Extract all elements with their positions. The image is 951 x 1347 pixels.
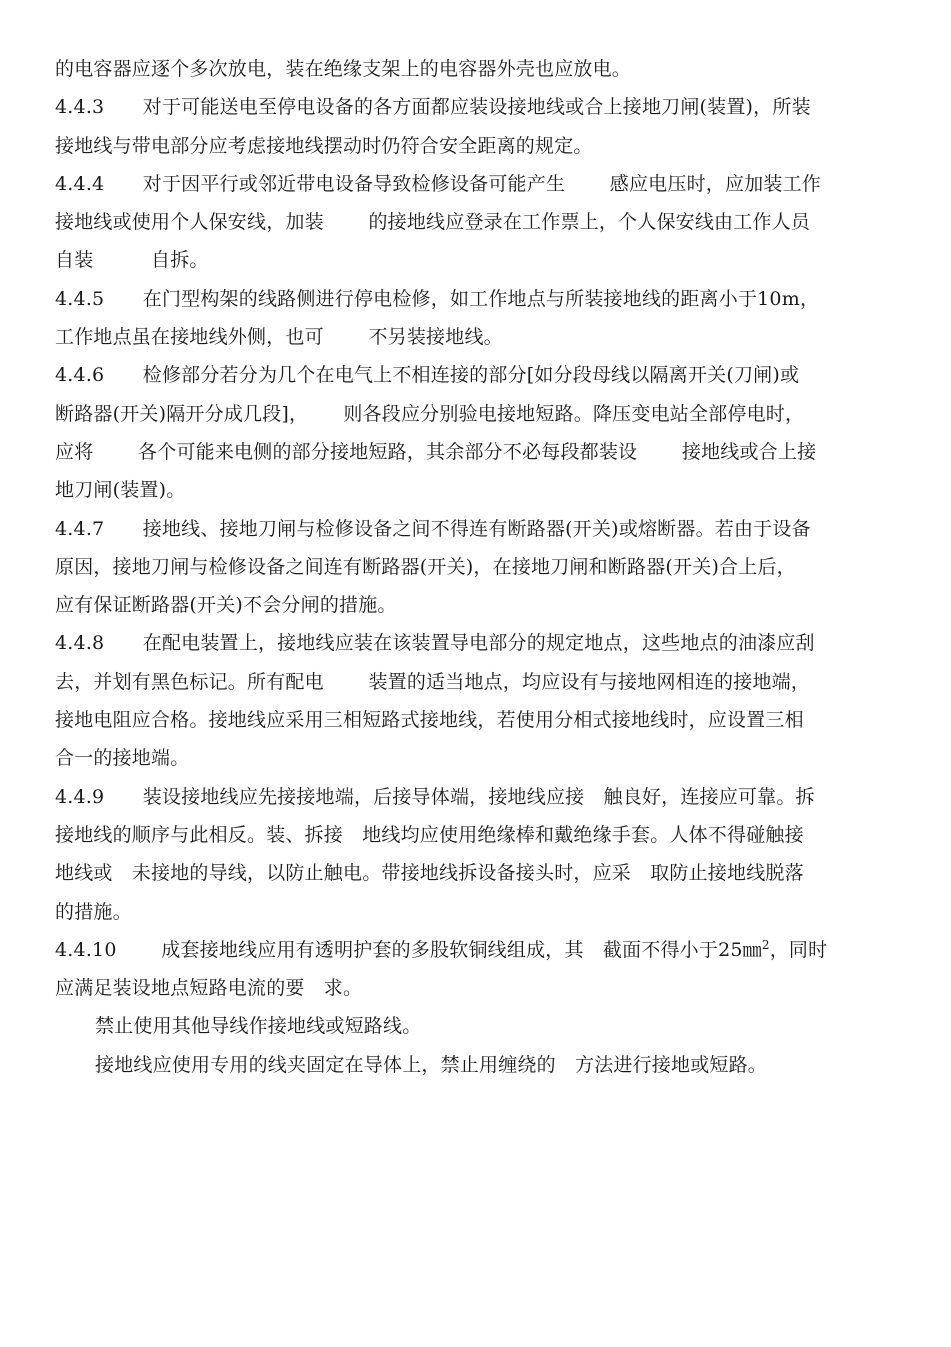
text-line: 4.4.4 对于因平行或邻近带电设备导致检修设备可能产生 感应电压时，应加装工作: [55, 172, 821, 195]
text-line: 地线或 未接地的导线，以防止触电。带接地线拆设备接头时，应采 取防止接地线脱落: [55, 862, 804, 885]
text-line: 去，并划有黑色标记。所有配电 装置的适当地点，均应设有与接地网相连的接地端，: [55, 670, 811, 693]
text-line: 4.4.6 检修部分若分为几个在电气上不相连接的部分[如分段母线以隔离开关(刀闸)或: [55, 364, 800, 387]
text-line: 工作地点虽在接地线外侧，也可 不另装接地线。: [55, 326, 503, 349]
text-line: 的电容器应逐个多次放电，装在绝缘支架上的电容器外壳也应放电。: [55, 58, 632, 80]
text-line: 应有保证断路器(开关)不会分闸的措施。: [55, 594, 397, 617]
paragraph-4-4-10-line-2: 应满足装设地点短路电流的要 求。: [55, 977, 363, 1000]
text-line: 4.4.8 在配电装置上，接地线应装在该装置导电部分的规定地点，这些地点的油漆应刮: [55, 632, 815, 655]
text-line: 接地线的顺序与此相反。装、拆接 地线均应使用绝缘棒和戴绝缘手套。人体不得碰触接: [55, 823, 804, 846]
text-line: 4.4.3 对于可能送电至停电设备的各方面都应装设接地线或合上接地刀闸(装置)，所装: [55, 96, 811, 119]
indented-rule-line: 禁止使用其他导线作接地线或短路线。: [95, 1015, 422, 1038]
text-line: 4.4.9 装设接地线应先接接地端，后接导体端，接地线应接 触良好，连接应可靠。拆: [55, 785, 815, 808]
text-line: 4.4.7 接地线、接地刀闸与检修设备之间不得连有断路器(开关)或熔断器。若由于设备: [55, 517, 811, 540]
superscript-squared: 2: [761, 937, 770, 952]
text-line: 接地线与带电部分应考虑接地线摆动时仍符合安全距离的规定。: [55, 134, 593, 157]
text-line: 应将 各个可能来电侧的部分接地短路，其余部分不必每段都装设 接地线或合上接: [55, 440, 817, 463]
paragraph-4-4-10-text: 4.4.10 成套接地线应用有透明护套的多股软铜线组成，其 截面不得小于25㎜: [55, 938, 762, 961]
text-line: 4.4.5 在门型构架的线路侧进行停电检修，如工作地点与所装接地线的距离小于10m，: [55, 287, 820, 310]
indented-rule-line: 接地线应使用专用的线夹固定在导体上，禁止用缠绕的 方法进行接地或短路。: [95, 1053, 768, 1076]
text-line: 合一的接地端。: [55, 747, 190, 770]
text-line: 接地线或使用个人保安线，加装 的接地线应登录在工作票上，个人保安线由工作人员: [55, 211, 811, 234]
paragraph-4-4-10-line-1: [55, 931, 900, 969]
document-page: [55, 50, 900, 1084]
text-line: 断路器(开关)隔开分成几段]， 则各段应分别验电接地短路。降压变电站全部停电时，: [55, 402, 805, 425]
text-line: 自装 自拆。: [55, 249, 209, 272]
text-line: 地刀闸(装置)。: [55, 479, 186, 502]
text-line: 原因，接地刀闸与检修设备之间连有断路器(开关)，在接地刀闸和断路器(开关)合上后，: [55, 555, 796, 578]
text-line: 的措施。: [55, 900, 132, 923]
text-line: 接地电阻应合格。接地线应采用三相短路式接地线，若使用分相式接地线时，应设置三相: [55, 709, 804, 732]
paragraph-4-4-10-text-tail: ，同时: [769, 938, 828, 961]
